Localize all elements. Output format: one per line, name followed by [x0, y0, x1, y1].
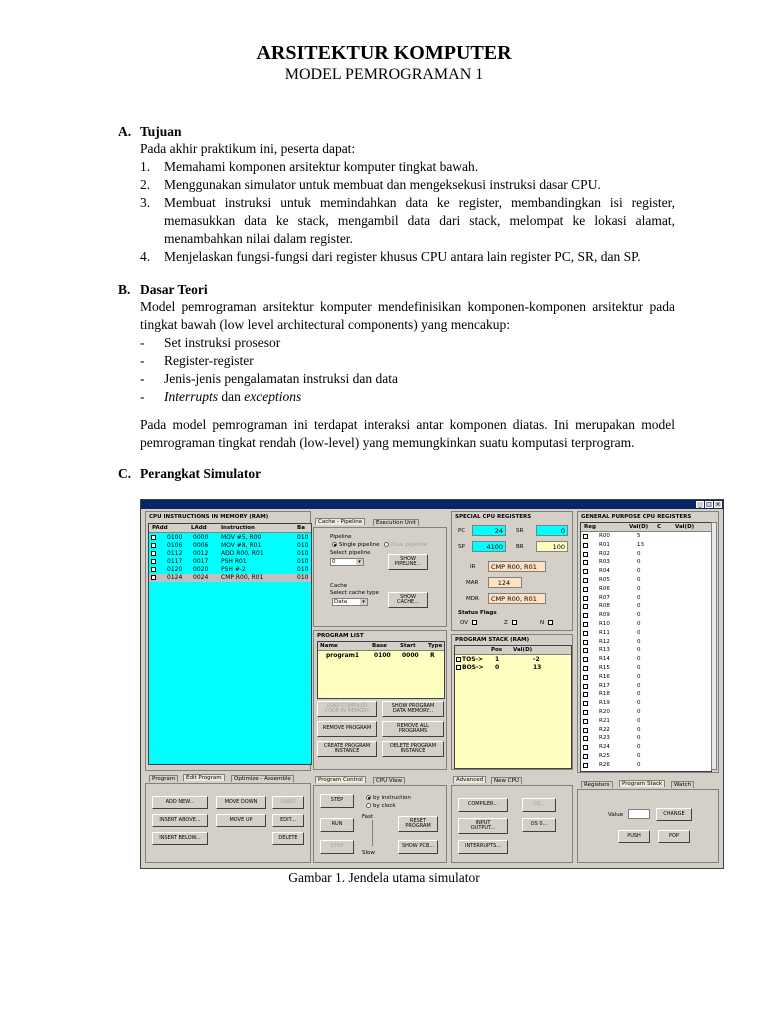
register-value: 0	[637, 594, 641, 601]
show-pipeline-button[interactable]: SHOW PIPELINE...	[388, 554, 428, 570]
mar-value: 124	[488, 577, 522, 588]
br-label: BR	[516, 544, 524, 550]
checkbox[interactable]	[583, 552, 588, 557]
register-value: 0	[637, 647, 641, 654]
checkbox[interactable]	[151, 543, 156, 548]
panel-title: PROGRAM STACK (RAM)	[455, 637, 530, 643]
register-name: R05	[599, 577, 610, 583]
table-row[interactable]: 0124 0024 CMP R00, R01 010	[149, 574, 311, 582]
edit-program-panel	[145, 783, 311, 863]
section-letter: C.	[118, 466, 132, 481]
pc-value: 24	[472, 525, 506, 536]
by-instruction-radio[interactable]	[366, 795, 371, 800]
status-flags-label: Status Flags	[458, 610, 497, 616]
register-name: R21	[599, 717, 610, 724]
checkbox[interactable]	[583, 569, 588, 574]
n-flag-checkbox[interactable]	[548, 620, 553, 625]
remove-program-button[interactable]: REMOVE PROGRAM	[317, 721, 377, 737]
sp-value: 4100	[472, 541, 506, 552]
program-list-panel	[313, 630, 447, 770]
tab-registers[interactable]: Registers	[581, 781, 613, 788]
n-flag-label: N	[540, 620, 545, 626]
register-name: R22	[599, 726, 610, 733]
checkbox[interactable]	[583, 657, 588, 662]
speed-slider[interactable]	[372, 820, 373, 846]
single-pipeline-radio[interactable]	[332, 542, 337, 547]
sr-label: SR	[516, 528, 524, 534]
ov-flag-label: OV	[460, 620, 468, 626]
tab-program-stack[interactable]: Program Stack	[619, 780, 665, 787]
register-name: R07	[599, 594, 610, 601]
register-name: R18	[599, 691, 610, 698]
add-new-button[interactable]: ADD NEW...	[152, 796, 208, 809]
register-value: 0	[637, 603, 641, 610]
show-cache-button[interactable]: SHOW CACHE...	[388, 592, 428, 608]
register-value: 0	[637, 744, 641, 751]
checkbox[interactable]	[151, 535, 156, 540]
show-program-data-memory-button[interactable]: SHOW PROGRAM DATA MEMORY...	[382, 701, 444, 717]
ir-value: CMP R00, R01	[488, 561, 546, 572]
checkbox[interactable]	[583, 640, 588, 645]
register-name: R19	[599, 700, 610, 707]
z-flag-label: Z	[504, 620, 508, 626]
undo-button[interactable]: UNDO	[272, 796, 304, 809]
checkbox[interactable]	[583, 710, 588, 715]
section-title: Dasar Teori	[140, 282, 208, 297]
checkbox[interactable]	[583, 736, 588, 741]
delete-program-instance-button[interactable]: DELETE PROGRAM INSTANCE	[382, 741, 444, 757]
register-value: 0	[637, 761, 641, 768]
register-name: R10	[599, 621, 610, 627]
table-row[interactable]: BOS-> 0 13	[455, 664, 571, 672]
z-flag-checkbox[interactable]	[512, 620, 517, 625]
checkbox[interactable]	[583, 648, 588, 653]
close-icon[interactable]: ×	[715, 501, 721, 508]
section-a-body	[140, 140, 675, 266]
mar-label: MAR	[466, 580, 479, 586]
simulator-window	[140, 499, 724, 869]
register-value: 0	[637, 700, 641, 707]
checkbox[interactable]	[583, 543, 588, 548]
panel-title: GENERAL PURPOSE CPU REGISTERS	[581, 514, 692, 520]
checkbox[interactable]	[583, 613, 588, 618]
register-value: 0	[637, 621, 641, 627]
move-down-button[interactable]: MOVE DOWN	[216, 796, 266, 809]
panel-title: PROGRAM LIST	[317, 633, 364, 639]
run-button[interactable]: RUN	[320, 818, 354, 832]
checkbox[interactable]	[583, 622, 588, 627]
register-name: R08	[599, 603, 610, 610]
checkbox[interactable]	[583, 666, 588, 671]
table-row[interactable]	[581, 691, 711, 699]
change-button[interactable]: CHANGE	[656, 808, 692, 821]
cache-pipeline-panel	[313, 527, 447, 627]
value-label: Value	[608, 812, 624, 818]
checkbox[interactable]	[583, 701, 588, 706]
table-row[interactable]: TOS-> 1 -2	[455, 656, 571, 664]
register-name: R24	[599, 744, 610, 751]
checkbox[interactable]	[583, 534, 588, 539]
sp-label: SP	[458, 544, 465, 550]
single-pipeline-label: Single pipeline	[339, 542, 380, 548]
list-item: 1. Memahami komponen arsitektur komputer tingkat bawah.	[140, 159, 479, 174]
register-value: 0	[637, 629, 641, 636]
gp-registers-table	[580, 522, 712, 772]
checkbox[interactable]	[583, 684, 588, 689]
ir-label: IR	[470, 564, 476, 570]
table-row[interactable]	[581, 577, 711, 585]
dual-pipeline-radio[interactable]	[384, 542, 389, 547]
table-row[interactable]	[581, 744, 711, 752]
advanced-panel	[451, 785, 573, 863]
table-header: Pos Val(D)	[455, 646, 571, 655]
register-name: R12	[599, 638, 610, 645]
register-value: 0	[637, 726, 641, 733]
register-value: 0	[637, 585, 641, 592]
table-row[interactable]: 0120 0020 PSH #-2 010	[149, 566, 311, 574]
table-row[interactable]	[581, 727, 711, 735]
table-row[interactable]	[581, 718, 711, 726]
list-item: - Set instruksi prosesor	[140, 335, 281, 350]
section-letter: B.	[118, 282, 131, 297]
checkbox[interactable]	[583, 754, 588, 759]
register-name: R16	[599, 673, 610, 680]
program-stack-panel	[451, 634, 573, 770]
tab-edit-program[interactable]: Edit Program	[183, 774, 225, 781]
section-b-paragraph-2: Pada model pemrograman ini terdapat interaksi antar komponen diatas. Ini merupakan model pemrograman tingkat rendah (low-level) yang memungkinkan suatu komputasi terprogram.	[140, 417, 675, 450]
push-button[interactable]: PUSH	[618, 830, 650, 843]
register-value: 5	[637, 533, 641, 539]
table-row[interactable]	[581, 656, 711, 664]
list-item: - Jenis-jenis pengalamatan instruksi dan data	[140, 371, 398, 386]
insert-below-button[interactable]: INSERT BELOW...	[152, 832, 208, 845]
table-row[interactable]	[581, 612, 711, 620]
register-value: 0	[637, 709, 641, 715]
table-row[interactable]	[581, 542, 711, 550]
gp-registers-panel	[577, 511, 719, 773]
register-name: R26	[599, 761, 610, 768]
checkbox[interactable]	[583, 587, 588, 592]
checkbox[interactable]	[456, 665, 461, 670]
slow-label: Slow	[362, 850, 375, 856]
register-name: R06	[599, 585, 610, 592]
by-clock-radio[interactable]	[366, 803, 371, 808]
section-title: Tujuan	[140, 124, 182, 139]
table-row[interactable]	[581, 639, 711, 647]
checkbox[interactable]	[583, 596, 588, 601]
table-row[interactable]: 0112 0012 ADD R00, R01 010	[149, 550, 311, 558]
table-row[interactable]	[581, 753, 711, 761]
figure-caption: Gambar 1. Jendela utama simulator	[288, 870, 480, 885]
tab-watch[interactable]: Watch	[671, 781, 694, 788]
program-control-panel	[313, 785, 447, 863]
table-row[interactable]	[581, 603, 711, 611]
minimize-icon[interactable]: _	[696, 501, 704, 508]
window-titlebar	[141, 500, 723, 509]
table-row[interactable]	[581, 586, 711, 594]
section-b-list	[140, 334, 675, 406]
register-name: R02	[599, 550, 610, 557]
register-value: 0	[637, 735, 641, 742]
checkbox[interactable]	[583, 631, 588, 636]
cache-type-select[interactable]: Data ▾	[332, 598, 368, 606]
table-row[interactable]	[581, 647, 711, 655]
table-row[interactable]: program1 0100 0000 R	[326, 652, 435, 659]
checkbox[interactable]	[151, 575, 156, 580]
register-name: R20	[599, 709, 610, 715]
program-stack-tab-panel	[577, 789, 719, 863]
delete-button[interactable]: DELETE	[272, 832, 304, 845]
tab-cache-pipeline[interactable]: Cache - Pipeline	[315, 518, 365, 525]
pipeline-select[interactable]: 0 ▾	[330, 558, 364, 566]
table-row[interactable]	[581, 674, 711, 682]
register-name: R00	[599, 533, 610, 539]
tab-new-cpu[interactable]: New CPU	[491, 777, 522, 784]
register-name: R15	[599, 665, 610, 671]
register-value: 0	[637, 753, 641, 759]
stack-table	[454, 645, 572, 769]
table-row[interactable]: 0106 0006 MOV #8, R01 010	[149, 542, 311, 550]
value-input[interactable]	[628, 809, 650, 819]
register-value: 0	[637, 717, 641, 724]
list-item: - Register-register	[140, 353, 254, 368]
register-name: R25	[599, 753, 610, 759]
list-item: 4. Menjelaskan fungsi-fungsi dari register khusus CPU antara lain register PC, SR, dan SP.	[140, 249, 641, 264]
panel-title: SPECIAL CPU REGISTERS	[455, 514, 532, 520]
show-pcb-button[interactable]: SHOW PCB...	[398, 840, 438, 854]
checkbox[interactable]	[151, 551, 156, 556]
table-row[interactable]: 0100 0000 MOV #5, R00 010	[149, 534, 311, 542]
table-row[interactable]	[581, 665, 711, 673]
table-row[interactable]	[581, 621, 711, 629]
table-row[interactable]	[581, 559, 711, 567]
create-program-instance-button[interactable]: CREATE PROGRAM INSTANCE	[317, 741, 377, 757]
checkbox[interactable]	[151, 567, 156, 572]
tab-program-control[interactable]: Program Control	[315, 776, 366, 783]
tab-program[interactable]: Program	[149, 775, 178, 782]
step-button[interactable]: STEP	[320, 794, 354, 808]
register-value: 0	[637, 638, 641, 645]
ov-flag-checkbox[interactable]	[472, 620, 477, 625]
table-header: PAdd LAdd Instruction Ba	[149, 524, 311, 533]
table-row[interactable]	[581, 683, 711, 691]
section-letter: A.	[118, 124, 132, 139]
select-pipeline-label: Select pipeline	[330, 550, 371, 556]
section-b-paragraph-1: Model pemrograman arsitektur komputer mendefinisikan komponen-komponen arsitektur pada tingkat bawah (low level architectural components) yang mencakup:	[140, 299, 675, 332]
checkbox[interactable]	[583, 719, 588, 724]
gp-scrollbar[interactable]	[711, 522, 717, 770]
by-instruction-label: by instruction	[373, 795, 411, 801]
br-value: 100	[536, 541, 568, 552]
table-header: Reg Val(D) C Val(D)	[581, 523, 711, 532]
cache-label: Cache	[330, 583, 348, 589]
register-value: 0	[637, 559, 641, 566]
compiler-button[interactable]: COMPILER...	[458, 798, 508, 812]
table-row[interactable]	[581, 630, 711, 638]
io-button[interactable]: I/O...	[522, 798, 556, 812]
table-row[interactable]	[581, 551, 711, 559]
insert-above-button[interactable]: INSERT ABOVE...	[152, 814, 208, 827]
register-value: 13	[637, 541, 644, 548]
special-registers-panel	[451, 511, 573, 631]
register-name: R09	[599, 612, 610, 619]
register-name: R03	[599, 559, 610, 566]
mdr-value: CMP R00, R01	[488, 593, 546, 604]
register-name: R13	[599, 647, 610, 654]
os-button[interactable]: OS 0...	[522, 818, 556, 832]
table-header: Name Base Start Type	[320, 643, 443, 649]
checkbox[interactable]	[583, 745, 588, 750]
reset-program-button[interactable]: RESET PROGRAM	[398, 816, 438, 832]
checkbox[interactable]	[583, 728, 588, 733]
document-subtitle: MODEL PEMROGRAMAN 1	[284, 66, 484, 83]
checkbox[interactable]	[583, 692, 588, 697]
register-name: R17	[599, 682, 610, 689]
memory-panel	[145, 511, 311, 771]
table-row[interactable]: 0117 0017 PSH R01 010	[149, 558, 311, 566]
register-name: R11	[599, 629, 610, 636]
register-name: R23	[599, 735, 610, 742]
by-clock-label: by clock	[373, 803, 396, 809]
pipeline-label: Pipeline	[330, 534, 352, 540]
list-item: - Interrupts dan exceptions	[140, 389, 302, 404]
register-value: 0	[637, 682, 641, 689]
table-row[interactable]	[581, 735, 711, 743]
pop-button[interactable]: POP	[658, 830, 690, 843]
memory-table	[148, 523, 312, 765]
sr-value: 0	[536, 525, 568, 536]
register-name: R01	[599, 541, 610, 548]
register-value: 0	[637, 673, 641, 680]
remove-all-programs-button[interactable]: REMOVE ALL PROGRAMS	[382, 721, 444, 737]
register-value: 0	[637, 568, 641, 575]
program-list-table	[317, 641, 445, 699]
select-cache-label: Select cache type	[330, 590, 380, 596]
register-value: 0	[637, 665, 641, 671]
table-row[interactable]	[581, 709, 711, 717]
maximize-icon[interactable]: □	[706, 501, 712, 508]
checkbox[interactable]	[583, 763, 588, 768]
tab-optimize-assemble[interactable]: Optimize - Assemble	[231, 775, 294, 782]
table-row[interactable]	[581, 700, 711, 708]
panel-title: CPU INSTRUCTIONS IN MEMORY (RAM)	[149, 514, 269, 520]
section-title: Perangkat Simulator	[140, 466, 262, 481]
checkbox[interactable]	[583, 675, 588, 680]
move-up-button[interactable]: MOVE UP	[216, 814, 266, 827]
register-value: 0	[637, 612, 641, 619]
checkbox[interactable]	[583, 578, 588, 583]
input-output-button[interactable]: INPUT OUTPUT...	[458, 818, 508, 834]
fast-label: Fast	[362, 814, 374, 820]
checkbox[interactable]	[151, 559, 156, 564]
section-a-intro: Pada akhir praktikum ini, peserta dapat:	[140, 141, 356, 156]
register-value: 0	[637, 691, 641, 698]
register-name: R04	[599, 568, 610, 575]
table-row[interactable]	[581, 595, 711, 603]
list-item: 3. Membuat instruksi untuk memindahkan data ke register, membandingkan isi register, memasukkan data ke stack, mengambil data dari stack, melompat ke lokasi alamat, menambahkan nilai dalam register.	[140, 195, 675, 246]
table-row[interactable]	[581, 533, 711, 541]
document-title: ARSITEKTUR KOMPUTER	[256, 42, 512, 64]
register-value: 0	[637, 577, 641, 583]
checkbox[interactable]	[456, 657, 461, 662]
checkbox[interactable]	[583, 604, 588, 609]
mdr-label: MDR	[466, 596, 479, 602]
interrupts-button[interactable]: INTERRUPTS...	[458, 840, 508, 854]
dual-pipeline-label: Dual pipeline	[391, 542, 428, 548]
table-row[interactable]	[581, 762, 711, 770]
stop-button[interactable]: STOP	[320, 840, 354, 854]
pc-label: PC	[458, 528, 466, 534]
tab-advanced[interactable]: Advanced	[453, 776, 486, 783]
register-value: 0	[637, 656, 641, 663]
load-compiled-code-button[interactable]: LOAD COMPILED CODE IN MEMORY	[317, 701, 377, 717]
checkbox[interactable]	[583, 560, 588, 565]
tab-execution-unit[interactable]: Execution Unit	[373, 519, 419, 526]
register-value: 0	[637, 550, 641, 557]
tab-cpu-view[interactable]: CPU View	[373, 777, 405, 784]
edit-button[interactable]: EDIT...	[272, 814, 304, 827]
list-item: 2. Menggunakan simulator untuk membuat dan mengeksekusi instruksi dasar CPU.	[140, 177, 601, 192]
table-row[interactable]	[581, 568, 711, 576]
register-name: R14	[599, 656, 610, 663]
